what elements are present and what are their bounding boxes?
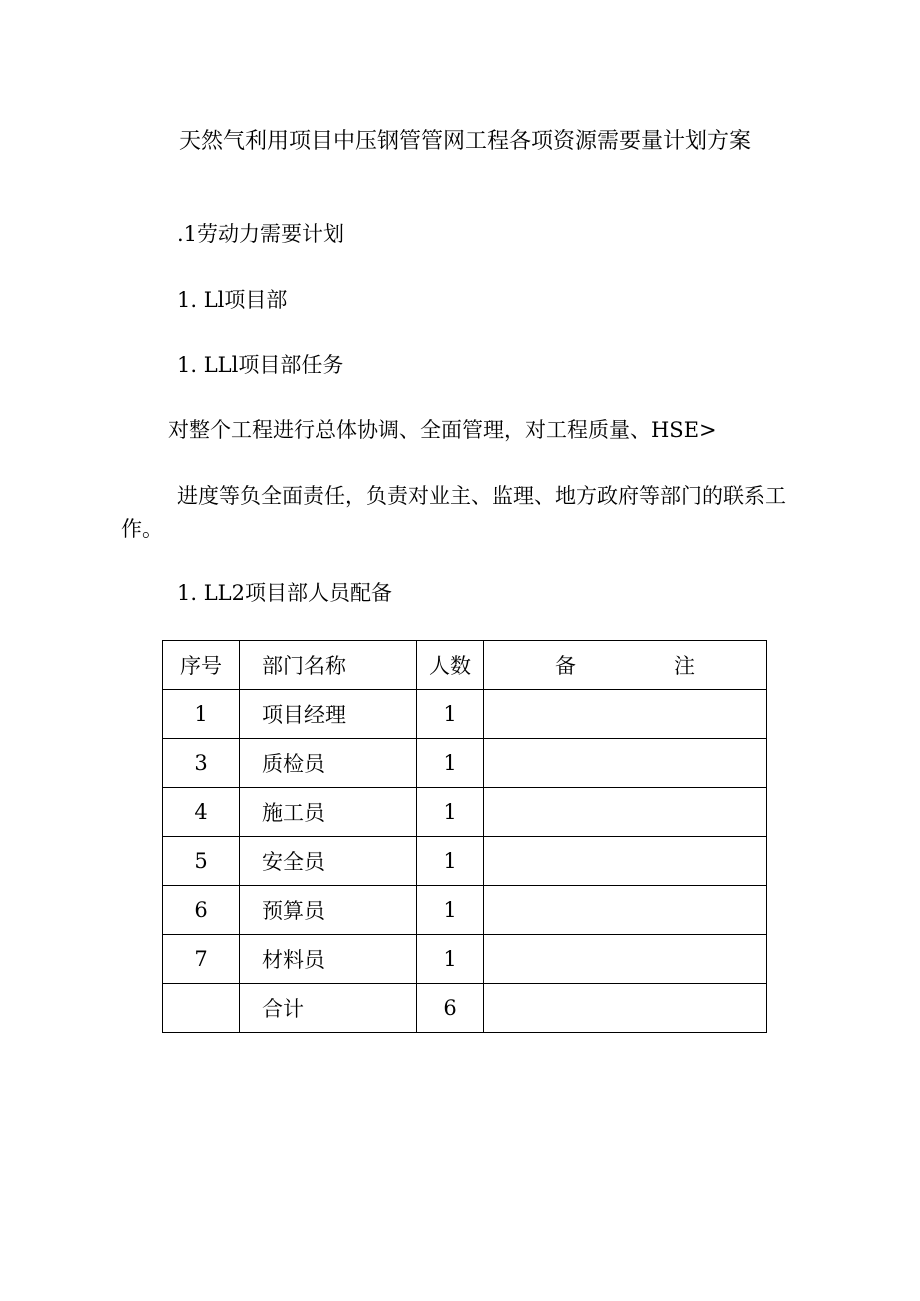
cell-note	[484, 739, 767, 788]
total-count: 6	[417, 984, 484, 1033]
staffing-table	[162, 640, 767, 1033]
table-row	[163, 837, 767, 886]
task-paragraph-line2: 进度等负全面责任，负责对业主、监理、地方政府等部门的联系工作。	[121, 484, 786, 541]
cell-index: 4	[163, 788, 240, 837]
section-heading-labor-plan: .1劳动力需要计划	[177, 222, 345, 246]
cell-department: 项目经理	[240, 690, 417, 739]
cell-count: 1	[417, 739, 484, 788]
cell-index: 7	[163, 935, 240, 984]
cell-index: 6	[163, 886, 240, 935]
cell-count: 1	[417, 690, 484, 739]
table-total-row	[163, 984, 767, 1033]
header-department: 部门名称	[240, 641, 417, 690]
header-count: 人数	[417, 641, 484, 690]
total-note	[484, 984, 767, 1033]
table-row	[163, 739, 767, 788]
table-row	[163, 886, 767, 935]
cell-count: 1	[417, 837, 484, 886]
cell-index: 3	[163, 739, 240, 788]
cell-department: 预算员	[240, 886, 417, 935]
section-heading-project-dept: 1. Ll项目部	[177, 288, 288, 312]
header-index: 序号	[163, 641, 240, 690]
cell-note	[484, 690, 767, 739]
cell-department: 质检员	[240, 739, 417, 788]
cell-count: 1	[417, 886, 484, 935]
cell-index: 5	[163, 837, 240, 886]
cell-note	[484, 837, 767, 886]
cell-department: 安全员	[240, 837, 417, 886]
cell-count: 1	[417, 788, 484, 837]
table-row	[163, 935, 767, 984]
total-index	[163, 984, 240, 1033]
task-paragraph-line1: 对整个工程进行总体协调、全面管理，对工程质量、HSE>	[168, 418, 717, 442]
cell-note	[484, 935, 767, 984]
total-label: 合计	[240, 984, 417, 1033]
cell-note	[484, 886, 767, 935]
table-header-row	[163, 641, 767, 690]
header-note-part2: 注	[674, 654, 695, 678]
section-heading-staffing: 1. LL2项目部人员配备	[177, 581, 392, 605]
header-note-part1: 备	[555, 654, 576, 678]
document-title: 天然气利用项目中压钢管管网工程各项资源需要量计划方案	[178, 129, 751, 154]
table-row	[163, 788, 767, 837]
cell-department: 施工员	[240, 788, 417, 837]
header-note	[484, 641, 767, 690]
table-row	[163, 690, 767, 739]
cell-department: 材料员	[240, 935, 417, 984]
cell-index: 1	[163, 690, 240, 739]
cell-note	[484, 788, 767, 837]
section-heading-dept-tasks: 1. LLl项目部任务	[177, 353, 344, 377]
cell-count: 1	[417, 935, 484, 984]
